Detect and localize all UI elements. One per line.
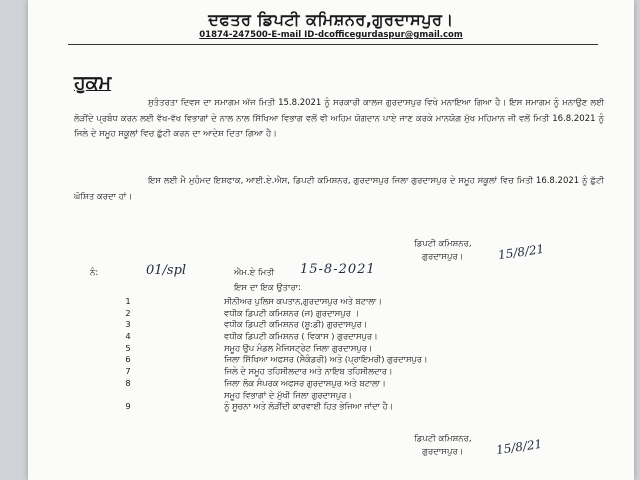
- recipient-number: 5: [125, 342, 131, 353]
- recipient-text: ਵਧੀਕ ਡਿਪਟੀ ਕਮਿਸ਼ਨਰ ( ਵਿਕਾਸ ) ਗੁਰਦਾਸਪੁਰ।: [224, 331, 378, 342]
- recipient-row: [88, 343, 608, 355]
- recipient-number: 8: [125, 377, 131, 388]
- recipient-text: ਵਧੀਕ ਡਿਪਟੀ ਕਮਿਸ਼ਨਰ (ਸ਼ੂ:ਡੀ) ਗੁਰਦਾਸਪੁਰ।: [224, 319, 368, 330]
- recipient-number: 7: [125, 366, 131, 377]
- recipient-text: ਨੂੰ ਸੂਚਨਾ ਅਤੇ ਲੋੜੀਂਦੀ ਕਾਰਵਾਈ ਹਿਤ ਭੇਜਿਆ ਜਾਂਦਾ ਹੈ।: [224, 401, 394, 412]
- recipient-row: [88, 331, 608, 343]
- office-title: ਦਫਤਰ ਡਿਪਟੀ ਕਮਿਸ਼ਨਰ,ਗੁਰਦਾਸਪੁਰ।: [208, 10, 454, 29]
- signature-block-2: [414, 433, 472, 459]
- recipient-list: [88, 296, 608, 413]
- recipient-row: [88, 401, 608, 413]
- recipient-text: ਜਿਲਾ ਸਿੱਖਿਆ ਅਫਸਰ (ਸੈਕੰਡਰੀ) ਅਤੇ (ਪ੍ਰਾਇਮਰੀ) ਗੁਰਦਾਸਪੁਰ।: [224, 354, 428, 365]
- endorsement-number-label: ਨੰ:: [90, 268, 99, 278]
- recipient-text: ਸਮੂਹ ਵਿਭਾਗਾਂ ਦੇ ਮੁੱਖੀ ਜਿਲਾ ਗੁਰਦਾਸਪੁਰ।: [224, 389, 352, 400]
- recipient-number: 9: [125, 401, 131, 412]
- recipient-row: [88, 308, 608, 320]
- signature-location: ਗੁਰਦਾਸਪੁਰ।: [422, 252, 464, 262]
- document-page: [28, 0, 634, 480]
- recipient-number: 3: [125, 319, 131, 330]
- signature-block-1: [414, 238, 472, 264]
- recipient-row: [88, 296, 608, 308]
- header-divider: [68, 44, 598, 45]
- recipient-row: [88, 354, 608, 366]
- recipient-text: ਜਿਲਾ ਲੋਕ ਸੰਪਰਕ ਅਫਸਰ ਗੁਰਦਾਸਪੁਰ ਅਤੇ ਬਟਾਲਾ।: [224, 377, 386, 388]
- recipient-text: ਸੀਨੀਅਰ ਪੁਲਿਸ ਕਪਤਾਨ,ਗੁਰਦਾਸਪੁਰ ਅਤੇ ਬਟਾਲਾ।: [224, 296, 382, 306]
- order-paragraph-2: ਇਸ ਲਈ ਮੈ ਮੁਹੰਮਦ ਇਸ਼ਫਾਕ, ਆਈ.ਏ.ਐਸ, ਡਿਪਟੀ ਕਮਿਸ਼ਨਰ, ਗੁਰਦਾਸਪੁਰ ਜਿਲਾ ਗੁਰਦਾਸਪੁਰ ਦੇ ਸਮੂਹ ਸਕੂਲਾਂ ਵਿਚ ਮਿਤੀ 16.8.2021 ਨੂੰ ਛੁੱਟੀ ਘੋਸ਼ਿਤ ਕਰਦਾ ਹਾਂ।: [74, 176, 604, 202]
- contact-text: 01874-247500-E-mail ID-dcofficegurdaspur@gmail.com: [199, 30, 463, 40]
- endorsement-number-value: 01/spl: [146, 263, 187, 278]
- recipient-number: 6: [125, 354, 131, 365]
- recipient-number: 1: [125, 296, 131, 306]
- recipient-text: ਵਧੀਕ ਡਿਪਟੀ ਕਮਿਸ਼ਨਰ (ਜ) ਗੁਰਦਾਸਪੁਰ ।: [224, 307, 359, 318]
- recipient-row: [88, 319, 608, 331]
- endorsement-date-value: 15-8-2021: [300, 262, 376, 277]
- office-contact: [28, 30, 634, 40]
- endorsement-date-label: ਐਮ.ਏ ਮਿਤੀ: [234, 268, 275, 278]
- recipient-text: ਜਿਲੇ ਦੇ ਸਮੂਹ ਤਹਿਸੀਲਦਾਰ ਅਤੇ ਨਾਇਬ ਤਹਿਸੀਲਦਾਰ।: [224, 366, 393, 377]
- recipient-row: [88, 390, 608, 402]
- recipient-number: 2: [125, 307, 131, 318]
- recipient-row: [88, 366, 608, 378]
- signature-location: ਗੁਰਦਾਸਪੁਰ।: [422, 447, 464, 457]
- copy-to-heading: ਇਸ ਦਾ ਇਕ ਉਤਾਰਾ:: [234, 283, 301, 293]
- signature-designation: ਡਿਪਟੀ ਕਮਿਸ਼ਨਰ,: [414, 239, 472, 249]
- order-heading: ਹੁਕਮ: [74, 72, 112, 94]
- recipient-number: 4: [125, 331, 131, 342]
- recipient-row: [88, 378, 608, 390]
- recipient-text: ਸਮੂਹ ਉਪ ਮੰਡਲ ਮੈਜਿਸਟ੍ਰੇਟ ਜਿਲਾ ਗੁਰਦਾਸਪੁਰ।: [224, 342, 373, 353]
- order-paragraph-1: ਸੁਤੰਤਰਤਾ ਦਿਵਸ ਦਾ ਸਮਾਗਮ ਅੱਜ ਮਿਤੀ 15.8.2021 ਨੂੰ ਸਰਕਾਰੀ ਕਾਲਜ ਗੁਰਦਾਸਪੁਰ ਵਿਖੇ ਮਨਾਇਆ ਗਿਆ ਹੈ। ਇਸ ਸਮਾਗਮ ਨੂੰ ਮਨਾਉਣ ਲਈ ਲੋੜੀਂਦੇ ਪ੍ਰਬੰਧ ਕਰਨ ਲਈ ਵੱਖ-ਵੱਖ ਵਿਭਾਗਾਂ ਦੇ ਨਾਲ ਨਾਲ ਸਿੱਖਿਆ ਵਿਭਾਗ ਵਲੋਂ ਵੀ ਅਹਿਮ ਯੋਗਦਾਨ ਪਾਏ ਜਾਣ ਕਰਕੇ ਮਾਨਯੋਗ ਮੁੱਖ ਮਹਿਮਾਨ ਜੀ ਵਲੋਂ ਮਿਤੀ 16.8.2021 ਨੂੰ ਜਿਲੇ ਦੇ ਸਮੂਹ ਸਕੂਲਾਂ ਵਿਚ ਛੁੱਟੀ ਕਰਨ ਦਾ ਆਦੇਸ਼ ਦਿਤਾ ਗਿਆ ਹੈ।: [74, 98, 604, 140]
- handwritten-signature-2: 15/8/21: [495, 436, 544, 458]
- signature-designation: ਡਿਪਟੀ ਕਮਿਸ਼ਨਰ,: [414, 434, 472, 444]
- handwritten-signature-1: 15/8/21: [497, 241, 546, 263]
